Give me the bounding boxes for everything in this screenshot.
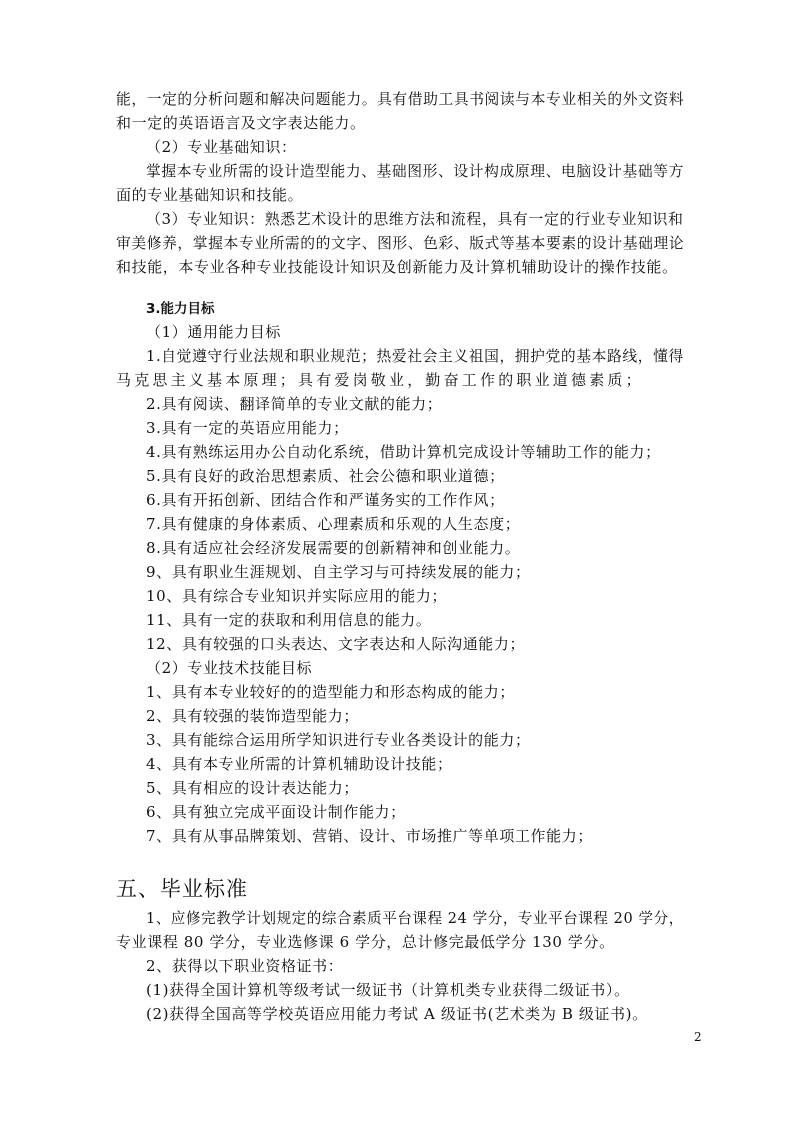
intro-line-2: 和一定的英语语言及文字表达能力。 <box>116 114 366 132</box>
graduation-item-2: 2、获得以下职业资格证书： <box>146 957 344 975</box>
general-item-3: 3.具有一定的英语应用能力； <box>146 419 349 437</box>
graduation-item-1-line-1: 1、应修完教学计划规定的综合素质平台课程 24 学分，专业平台课程 20 学分， <box>146 909 684 927</box>
general-item-4: 4.具有熟练运用办公自动化系统，借助计算机完成设计等辅助工作的能力； <box>146 443 661 461</box>
graduation-item-1-line-2: 专业课程 80 学分，专业选修课 6 学分，总计修完最低学分 130 学分。 <box>116 933 615 951</box>
certificate-2: (2)获得全国高等学校英语应用能力考试 A 级证书(艺术类为 B 级证书)。 <box>146 1005 648 1023</box>
general-item-9: 9、具有职业生涯规划、自主学习与可持续发展的能力； <box>146 563 531 581</box>
technical-item-1: 1、具有本专业较好的的造型能力和形态构成的能力； <box>146 683 515 701</box>
graduation-heading: 五、毕业标准 <box>116 877 248 901</box>
basic-knowledge-line-2: 面的专业基础知识和技能。 <box>116 186 304 204</box>
intro-line-1: 能，一定的分析问题和解决问题能力。具有借助工具书阅读与本专业相关的外文资料 <box>116 90 685 108</box>
general-item-2: 2.具有阅读、翻译简单的专业文献的能力； <box>146 395 443 413</box>
technical-item-3: 3、具有能综合运用所学知识进行专业各类设计的能力； <box>146 731 531 749</box>
technical-item-2: 2、具有较强的装饰造型能力； <box>146 707 359 725</box>
general-item-11: 11、具有一定的获取和利用信息的能力。 <box>146 611 432 629</box>
page-number: 2 <box>694 1030 702 1044</box>
basic-knowledge-line-1: 掌握本专业所需的设计造型能力、基础图形、设计构成原理、电脑设计基础等方 <box>146 162 684 180</box>
technical-item-7: 7、具有从事品牌策划、营销、设计、市场推广等单项工作能力； <box>146 827 593 845</box>
general-item-1-line-2: 马克思主义基本原理；具有爱岗敬业，勤奋工作的职业道德素质； <box>116 371 644 389</box>
general-item-10: 10、具有综合专业知识并实际应用的能力； <box>146 587 448 605</box>
professional-knowledge-line-3: 和技能，本专业各种专业技能设计知识及创新能力及计算机辅助设计的操作技能。 <box>116 258 678 276</box>
professional-knowledge-line-2: 审美修养，掌握本专业所需的的文字、图形、色彩、版式等基本要素的设计基础理论 <box>116 234 685 252</box>
certificate-1: (1)获得全国计算机等级考试一级证书（计算机类专业获得二级证书）。 <box>146 981 630 999</box>
technical-item-6: 6、具有独立完成平面设计制作能力； <box>146 803 406 821</box>
technical-item-4: 4、具有本专业所需的计算机辅助设计技能； <box>146 755 453 773</box>
ability-goals-heading: 3.能力目标 <box>146 301 215 317</box>
general-item-8: 8.具有适应社会经济发展需要的创新精神和创业能力。 <box>146 539 521 557</box>
technical-ability-heading: （2）专业技术技能目标 <box>146 659 313 677</box>
basic-knowledge-heading: （2）专业基础知识： <box>146 138 297 156</box>
technical-item-5: 5、具有相应的设计表达能力； <box>146 779 359 797</box>
general-item-6: 6.具有开拓创新、团结合作和严谨务实的工作作风； <box>146 491 505 509</box>
general-ability-heading: （1）通用能力目标 <box>146 323 281 341</box>
general-item-1-line-1: 1.自觉遵守行业法规和职业规范；热爱社会主义祖国，拥护党的基本路线，懂得 <box>146 347 684 365</box>
general-item-7: 7.具有健康的身体素质、心理素质和乐观的人生态度； <box>146 515 521 533</box>
general-item-12: 12、具有较强的口头表达、文字表达和人际沟通能力； <box>146 635 526 653</box>
professional-knowledge-line-1: （3）专业知识：熟悉艺术设计的思维方法和流程，具有一定的行业专业知识和 <box>146 210 684 228</box>
general-item-5: 5.具有良好的政治思想素质、社会公德和职业道德； <box>146 467 505 485</box>
